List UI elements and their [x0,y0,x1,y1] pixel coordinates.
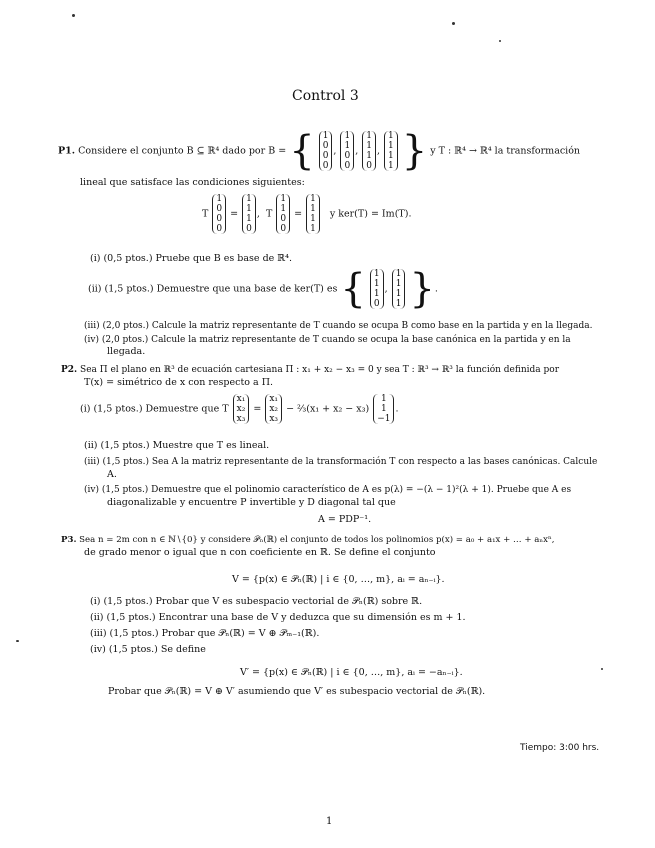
p2-item-iv-line2: diagonalizable y encuentre P invertible y D diagonal tal que [107,497,396,508]
basis-vector: 1 1 1 0 [362,131,376,171]
p1-item-ii: (ii) (1,5 ptos.) Demuestre que una base de ker(T) es { 1 1 1 0, 1 1 1 1 }. [88,266,438,312]
p3-label: P3. [61,535,77,545]
p2-line2: T(x) = simétrico de x con respecto a Π. [84,377,273,388]
p2-equation: A = PDP⁻¹. [318,514,372,525]
x-vector: x₁ x₂ x₃ [265,394,282,424]
condition-vector: 1 0 0 0 [212,194,226,234]
p2-line1: P2. Sea Π el plano en ℝ³ de ecuación cartesiana Π : x₁ + x₂ − x₃ = 0 y sea T : ℝ³ → ℝ³ la función definida por [61,365,560,375]
p3-line2: de grado menor o igual que n con coeficiente en ℝ. Se define el conjunto [84,547,436,558]
condition-vector: 1 1 1 1 [306,194,320,234]
normal-vector: 1 1 −1 [373,394,394,424]
condition-vector: 1 1 1 0 [242,194,256,234]
page-title: Control 3 [292,88,359,104]
p3-item-i: (i) (1,5 ptos.) Probar que V es subespacio vectorial de 𝒫ₙ(ℝ) sobre ℝ. [90,596,423,607]
p1-intro-tail: y T : ℝ⁴ → ℝ⁴ la transformación [430,145,581,157]
p1-item-i: (i) (0,5 ptos.) Pruebe que B es base de ℝ⁴. [90,253,293,264]
scan-speck [72,14,75,17]
p1-intro-line: P1. Considere el conjunto B ⊆ ℝ⁴ dado por B = { 1 0 0 0, 1 1 0 0, 1 1 1 0, 1 1 1 1 } y T : ℝ⁴ → ℝ⁴ la transformación [58,128,581,174]
p3-item-iii: (iii) (1,5 ptos.) Probar que 𝒫ₙ(ℝ) = V ⊕ 𝒫ₘ₋₁(ℝ). [90,628,320,639]
p3-item-iv: (iv) (1,5 ptos.) Se define [90,644,206,655]
p3-item-ii: (ii) (1,5 ptos.) Encontrar una base de V y deduzca que su dimensión es m + 1. [90,612,466,623]
p2-item-ii: (ii) (1,5 ptos.) Muestre que T es lineal. [84,440,270,451]
p1-item-iv-line2: llegada. [107,346,146,357]
p2-item-iv-line1: (iv) (1,5 ptos.) Demuestre que el polinomio característico de A es p(λ) = −(λ − 1)²(λ + 1). Pruebe que A es [84,485,572,495]
p2-item-i: (i) (1,5 ptos.) Demuestre que T x₁ x₂ x₃ = x₁ x₂ x₃ − ⅔(x₁ + x₂ − x₃) 1 1 −1. [80,394,399,424]
brace-left: { [340,266,366,312]
kernel-vector: 1 1 1 1 [392,269,406,309]
basis-vector: 1 1 0 0 [340,131,354,171]
p2-label: P2. [61,365,78,375]
p1-intro: Considere el conjunto B ⊆ ℝ⁴ dado por B = [78,145,287,157]
scan-speck [16,640,19,642]
scan-speck [601,668,603,670]
scan-speck [499,40,501,42]
brace-left: { [289,128,315,174]
condition-vector: 1 1 0 0 [276,194,290,234]
p2-item-iii-line2: A. [107,469,117,480]
brace-right: } [409,266,435,312]
p1-line2: lineal que satisface las condiciones siguientes: [80,177,305,188]
p3-conclusion: Probar que 𝒫ₙ(ℝ) = V ⊕ V′ asumiendo que V′ es subespacio vectorial de 𝒫ₙ(ℝ). [108,686,486,697]
p3-definition-v: V = {p(x) ∈ 𝒫ₙ(ℝ) | i ∈ {0, …, m}, aᵢ = aₙ₋ᵢ}. [232,574,445,585]
p3-definition-vprime: V′ = {p(x) ∈ 𝒫ₙ(ℝ) | i ∈ {0, …, m}, aᵢ = −aₙ₋ᵢ}. [240,667,463,678]
condition-tail: y ker(T) = Im(T). [329,208,412,220]
p1-conditions: T 1 0 0 0 = 1 1 1 0, T 1 1 0 0 = 1 1 1 1 y ker(T) = Im(T). [202,194,412,234]
brace-right: } [401,128,428,174]
basis-vector: 1 0 0 0 [319,131,333,171]
p3-line1: P3. Sea n = 2m con n ∈ ℕ∖{0} y considere 𝒫ₙ(ℝ) el conjunto de todos los polinomios p(x) = a₀ + a₁x + … + aₙxⁿ, [61,535,555,545]
kernel-vector: 1 1 1 0 [370,269,384,309]
x-vector: x₁ x₂ x₃ [233,394,250,424]
p2-item-iii-line1: (iii) (1,5 ptos.) Sea A la matriz representante de la transformación T con respecto a las bases canónicas. Calcule [84,457,598,467]
time-limit: Tiempo: 3:00 hrs. [520,743,600,753]
p1-label: P1. [58,145,76,157]
scan-speck [452,22,455,25]
basis-vector: 1 1 1 1 [384,131,398,171]
page-number: 1 [326,816,333,827]
p1-item-iii: (iii) (2,0 ptos.) Calcule la matriz representante de T cuando se ocupa B como base en la partida y en la llegada. [84,321,593,331]
p1-item-iv-line1: (iv) (2,0 ptos.) Calcule la matriz representante de T cuando se ocupa la base canónica en la partida y en la [84,335,571,345]
